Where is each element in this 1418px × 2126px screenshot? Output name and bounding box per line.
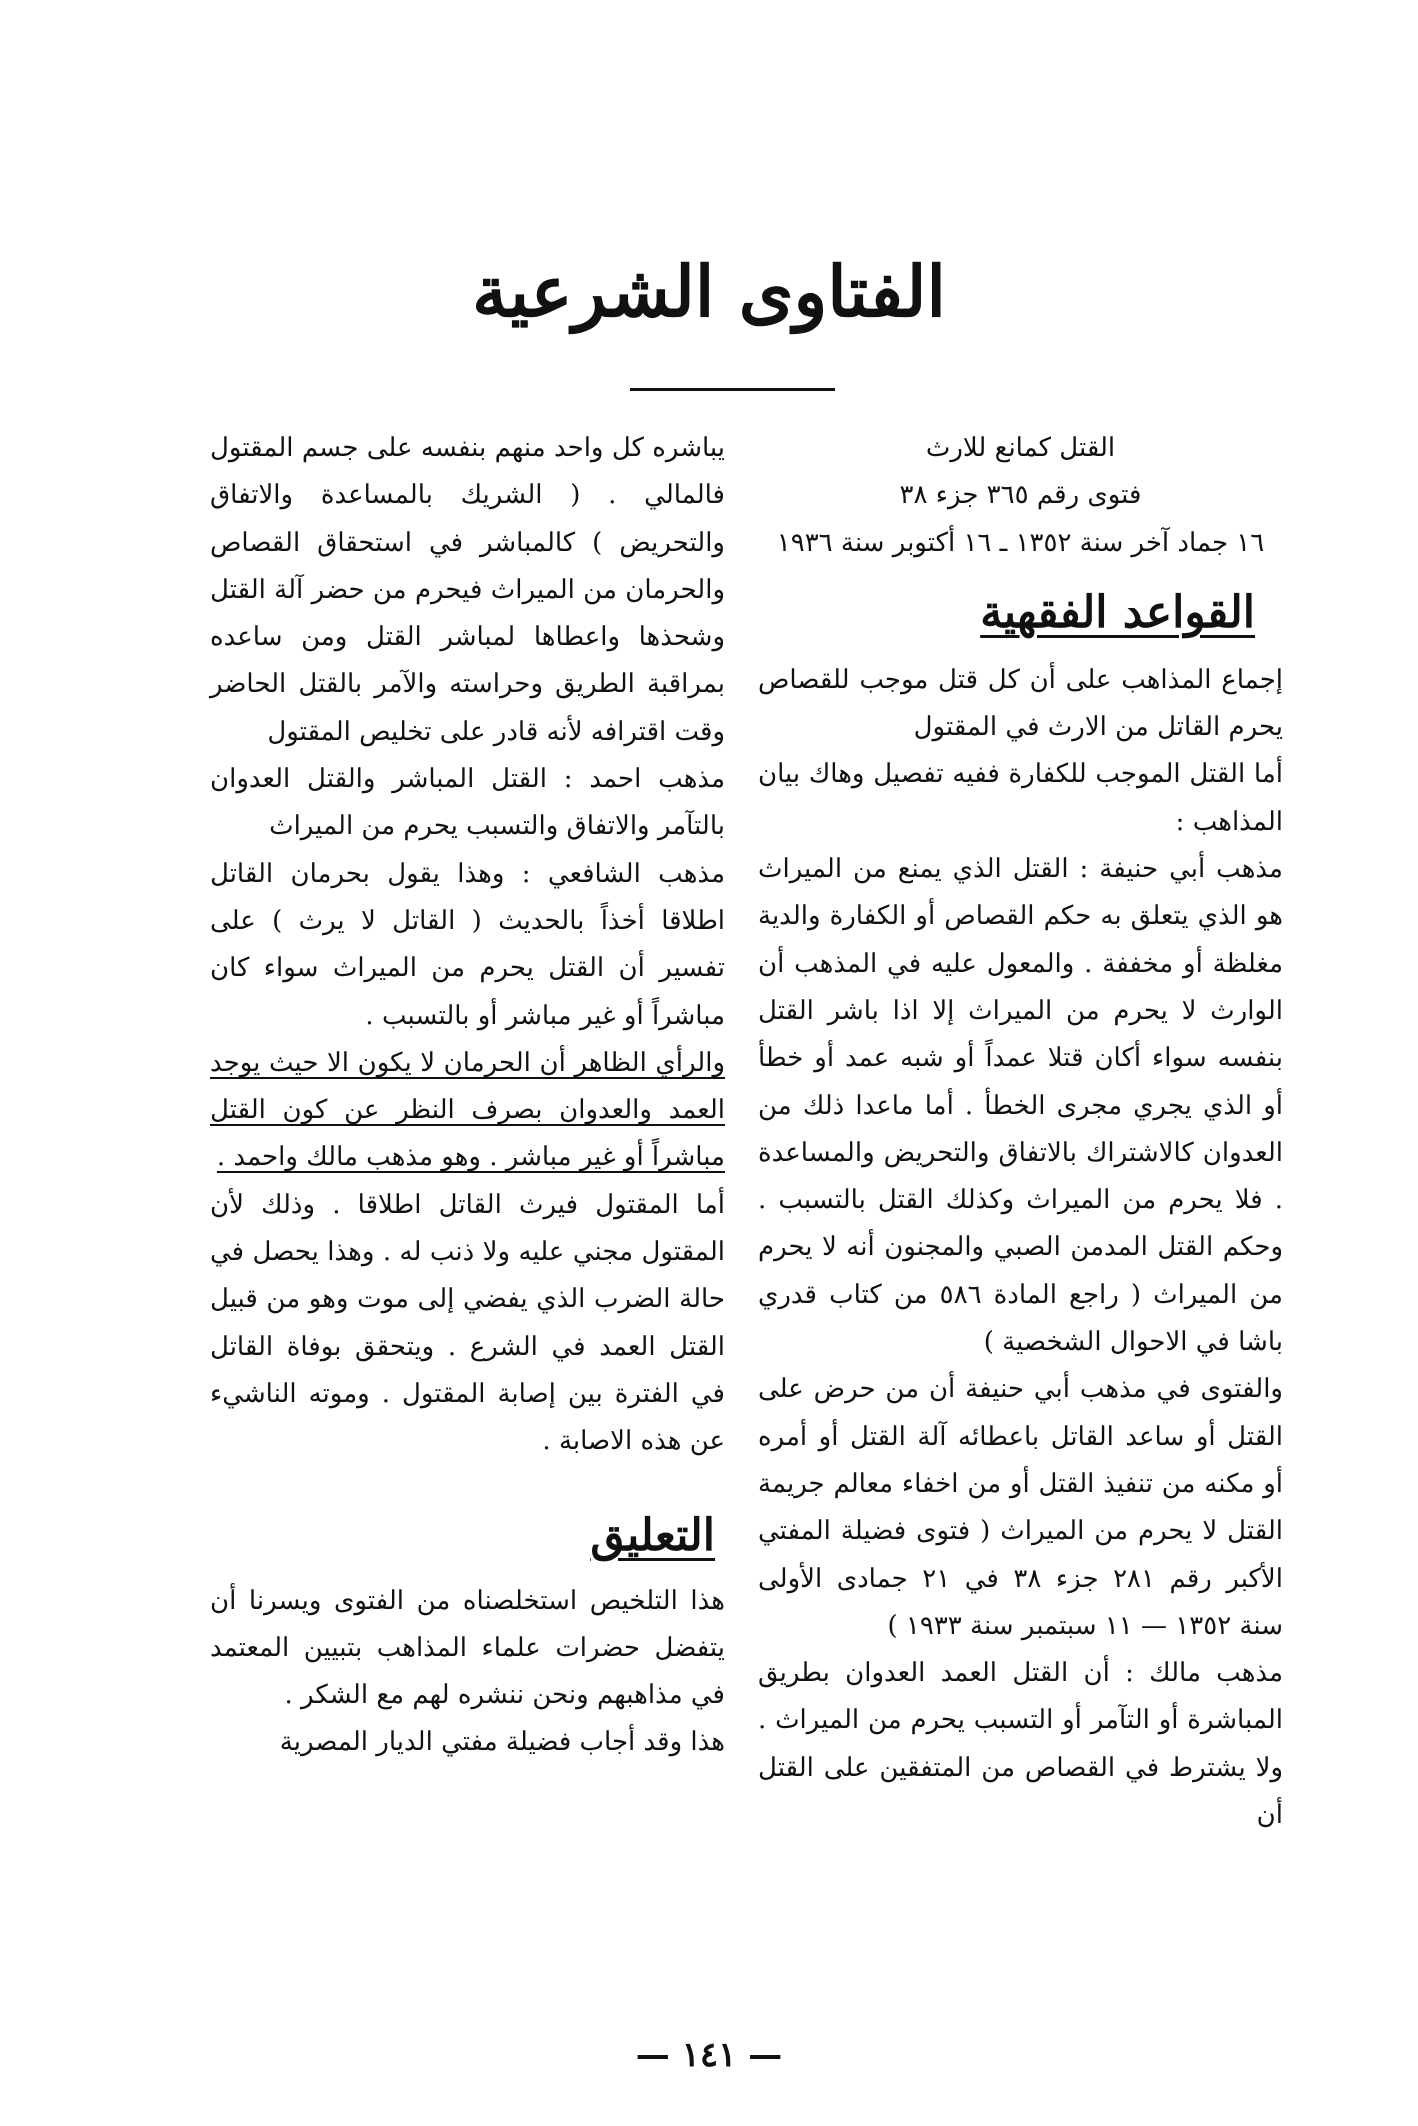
paragraph-maliki: مذهب مالك : أن القتل العمد العدوان بطريق المباشرة أو التآمر أو التسبب يحرم من الميراث . ولا يشترط في القصاص من المتفقين على القتل أن: [758, 1658, 1283, 1831]
fatwa-subject: القتل كمانع للارث: [925, 433, 1116, 463]
paragraph-hanafi: مذهب أبي حنيفة : القتل الذي يمنع من الميراث هو الذي يتعلق به حكم القصاص أو الكفارة والدية مغلظة أو مخففة . والمعول عليه في المذهب أن الوارث لا يحرم من الميراث إلا اذا باشر القتل بنفسه سواء أكان قتلا عمداً أو شبه عمد أو خطأ أو الذي يجري مجرى الخطأ . أما ماعدا ذلك من العدوان كالاشتراك بالاتفاق والتحريض والمساعدة . فلا يحرم من الميراث وكذلك القتل بالتسبب . وحكم القتل المدمن الصبي والمجنون أنه لا يحرم من الميراث ( راجع المادة ٥٨٦ من كتاب قدري باشا في الاحوال الشخصية ): [758, 854, 1283, 1358]
page-number: — ١٤١ —: [635, 2035, 783, 2075]
page-title: الفتاوى الشرعية: [472, 250, 946, 333]
fatwa-number: فتوى رقم ٣٦٥ جزء ٣٨: [899, 480, 1142, 511]
fatwa-date: ١٦ جماد آخر سنة ١٣٥٢ ـ ١٦ أكتوبر سنة ١٩٣٦: [776, 527, 1265, 558]
paragraph-shafii: مذهب الشافعي : وهذا يقول بحرمان القاتل اطلاقا أخذاً بالحديث ( القاتل لا يرث ) على تفسير أن القتل يحرم من الميراث سواء كان مباشراً أو غير مباشر أو بالتسبب .: [210, 858, 725, 1031]
paragraph-hanbali: مذهب احمد : القتل المباشر والقتل العدوان بالتآمر والاتفاق والتسبب يحرم من الميراث: [210, 764, 725, 842]
paragraph: أما المقتول فيرث القاتل اطلاقا . وذلك لأن المقتول مجني عليه ولا ذنب له . وهذا يحصل في حالة الضرب الذي يفضي إلى موت وهو من قبيل القتل العمد في الشرع . ويتحقق بوفاة القاتل في الفترة بين إصابة المقتول . وموته الناشيء عن هذه الاصابة .: [210, 1189, 725, 1457]
paragraph: يباشره كل واحد منهم بنفسه على جسم المقتول فالمالي . ( الشريك بالمساعدة والاتفاق والتحريض ) كالمباشر في استحقاق القصاص والحرمان من الميراث فيحرم من حضر آلة القتل وشحذها واعطاها لمباشر القتل ومن ساعده بمراقبة الطريق وحراسته والآمر بالقتل الحاضر وقت اقترافه لأنه قادر على تخليص المقتول: [210, 433, 725, 747]
paragraph-hanafi-fatwa: والفتوى في مذهب أبي حنيفة أن من حرض على القتل أو ساعد القاتل باعطائه آلة القتل أو أمره أو مكنه من تنفيذ القتل أو من اخفاء معالم جريمة القتل لا يحرم من الميراث ( فتوى فضيلة المفتي الأكبر رقم ٢٨١ جزء ٣٨ في ٢١ جمادى الأولى سنة ١٣٥٢ — ١١ سبتمبر سنة ١٩٣٣ ): [758, 1374, 1283, 1641]
title-divider: [630, 388, 835, 391]
right-column: [758, 425, 1283, 1839]
paragraph: إجماع المذاهب على أن كل قتل موجب للقصاص يحرم القاتل من الارث في المقتول: [758, 664, 1283, 743]
paragraph: أما القتل الموجب للكفارة ففيه تفصيل وهاك بيان المذاهب :: [758, 759, 1283, 837]
paragraph-commentary: هذا وقد أجاب فضيلة مفتي الديار المصرية: [279, 1727, 725, 1758]
left-column: [210, 425, 725, 1767]
section-heading-rules: القواعد الفقهية: [980, 586, 1255, 638]
paragraph-commentary: هذا التلخيص استخلصناه من الفتوى ويسرنا أن يتفضل حضرات علماء المذاهب بتبيين المعتمد في مذاهبهم ونحن ننشره لهم مع الشكر .: [210, 1585, 725, 1711]
section-heading-commentary: التعليق: [590, 1509, 715, 1561]
paragraph-preferred-opinion: والرأي الظاهر أن الحرمان لا يكون الا حيث يوجد العمد والعدوان بصرف النظر عن كون القتل مباشراً أو غير مباشر . وهو مذهب مالك واحمد .: [210, 1047, 725, 1173]
